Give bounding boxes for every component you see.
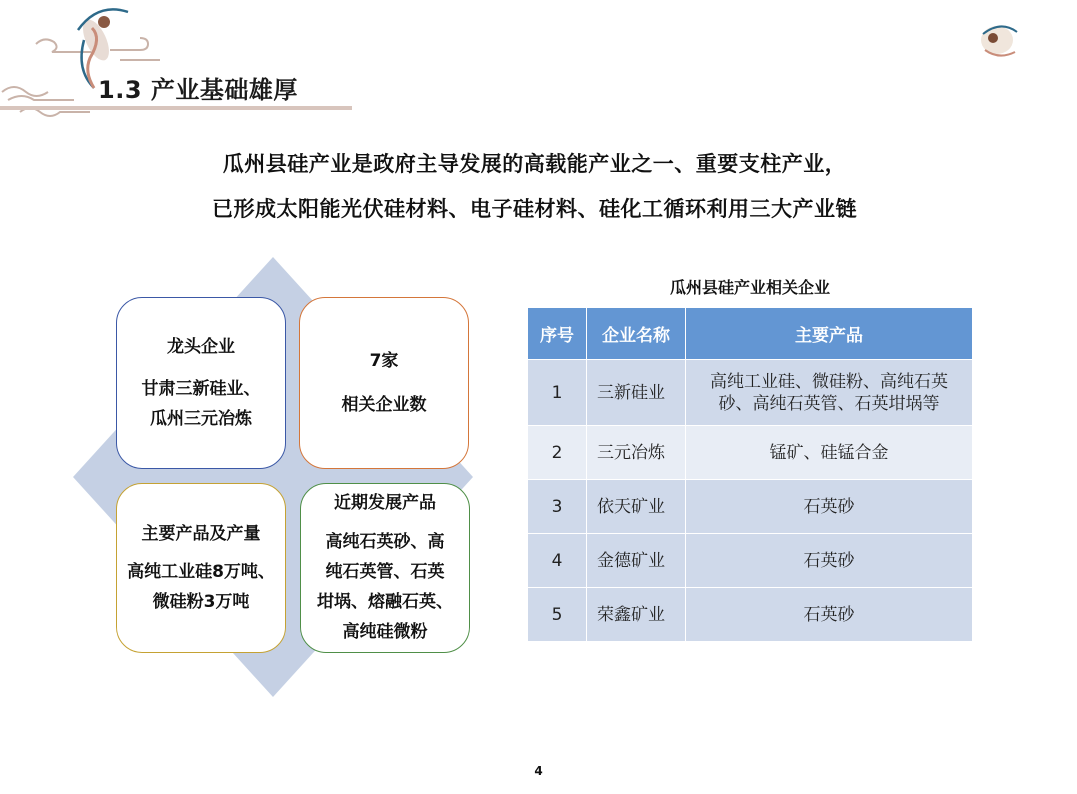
card-title: 近期发展产品 bbox=[334, 493, 436, 513]
card-leading-enterprises bbox=[116, 297, 286, 469]
cell-product: 石英砂 bbox=[686, 588, 973, 642]
cell-no: 1 bbox=[528, 360, 587, 426]
cell-name: 三元冶炼 bbox=[587, 426, 686, 480]
cell-name: 荣鑫矿业 bbox=[587, 588, 686, 642]
card-text: 瓜州三元冶炼 bbox=[150, 409, 252, 429]
column-header-product: 主要产品 bbox=[686, 308, 973, 360]
brand-logo bbox=[945, 18, 1023, 113]
title-underline bbox=[0, 106, 352, 110]
page-number: 4 bbox=[534, 764, 543, 778]
cell-product bbox=[686, 360, 973, 426]
card-text: 甘肃三新硅业、 bbox=[141, 379, 261, 399]
cell-no: 2 bbox=[528, 426, 587, 480]
table-row bbox=[528, 360, 973, 426]
cell-product-line: 砂、高纯石英管、石英坩埚等 bbox=[718, 393, 940, 414]
table-row bbox=[528, 534, 973, 588]
cell-product: 石英砂 bbox=[686, 534, 973, 588]
cell-no: 4 bbox=[528, 534, 587, 588]
card-title: 龙头企业 bbox=[167, 337, 235, 357]
column-header-no: 序号 bbox=[528, 308, 587, 360]
headline-line-2: 已形成太阳能光伏硅材料、电子硅材料、硅化工循环利用三大产业链 bbox=[212, 197, 857, 221]
headline-line-1: 瓜州县硅产业是政府主导发展的高载能产业之一、重要支柱产业， bbox=[222, 152, 847, 176]
table-row bbox=[528, 480, 973, 534]
card-text: 相关企业数 bbox=[341, 395, 427, 415]
card-text: 高纯硅微粉 bbox=[342, 622, 428, 642]
card-text: 高纯工业硅8万吨、 bbox=[127, 562, 275, 582]
card-title: 7家 bbox=[369, 351, 399, 371]
section-title: 1.3 产业基础雄厚 bbox=[98, 76, 298, 104]
card-main-products bbox=[116, 483, 286, 653]
cell-product: 锰矿、硅锰合金 bbox=[686, 426, 973, 480]
card-upcoming-products bbox=[300, 483, 470, 653]
table-header-row bbox=[528, 308, 973, 360]
table-row bbox=[528, 588, 973, 642]
cell-no: 3 bbox=[528, 480, 587, 534]
cell-product: 石英砂 bbox=[686, 480, 973, 534]
cell-name: 金德矿业 bbox=[587, 534, 686, 588]
card-text: 微硅粉3万吨 bbox=[152, 592, 250, 612]
cell-product-line: 高纯工业硅、微硅粉、高纯石英 bbox=[710, 371, 948, 392]
card-enterprise-count bbox=[299, 297, 469, 469]
table-caption: 瓜州县硅产业相关企业 bbox=[669, 278, 830, 297]
card-title: 主要产品及产量 bbox=[141, 524, 261, 544]
card-text: 坩埚、熔融石英、 bbox=[317, 592, 453, 612]
cell-no: 5 bbox=[528, 588, 587, 642]
logo-mark-icon bbox=[945, 18, 1023, 113]
card-text: 纯石英管、石英 bbox=[325, 562, 445, 582]
card-text: 高纯石英砂、高 bbox=[325, 532, 445, 552]
enterprise-table bbox=[527, 307, 973, 642]
cell-name: 三新硅业 bbox=[587, 360, 686, 426]
cell-name: 依天矿业 bbox=[587, 480, 686, 534]
table-row bbox=[528, 426, 973, 480]
column-header-name: 企业名称 bbox=[587, 308, 686, 360]
